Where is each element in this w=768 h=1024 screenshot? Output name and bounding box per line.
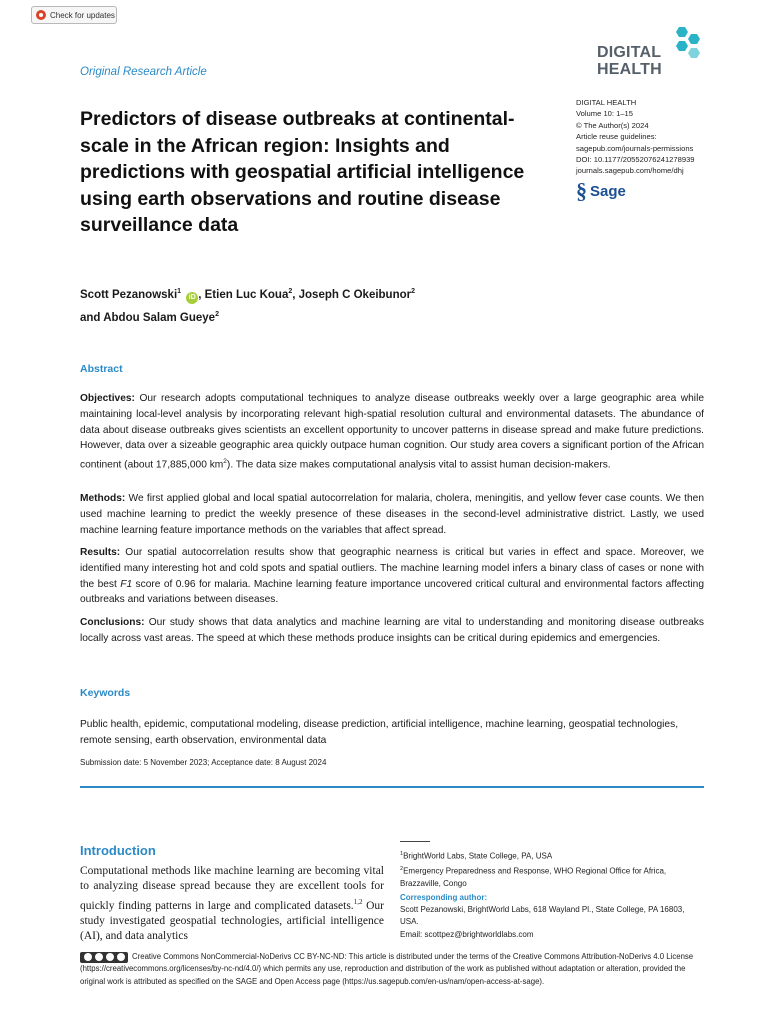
author-name: Joseph C Okeibunor	[298, 288, 412, 301]
author-list: Scott Pezanowski$^1$ iD , Etien Luc Koua$^2$, Joseph C Okeibunor$^2$ and Abdou Salam Gueye$^2$	[80, 288, 416, 324]
corresponding-author-address: Scott Pezanowski, BrightWorld Labs, 618 Wayland Pl., State College, PA 16803, USA.	[400, 904, 685, 927]
journal-name: DIGITAL HEALTH	[576, 98, 637, 107]
permissions-link[interactable]: sagepub.com/journals-permissions	[576, 143, 694, 153]
keywords-list: Public health, epidemic, computational modeling, disease prediction, artificial intelligence, machine learning, geospatial technologies, remote sensing, earth observation, environmental data	[80, 719, 679, 746]
sage-s-icon: §	[576, 178, 587, 203]
doi-link[interactable]: DOI: 10.1177/20552076241278939	[576, 155, 695, 165]
keywords-heading: Keywords	[80, 687, 131, 699]
abstract-methods: Methods: We first applied global and local spatial autocorrelation for malaria, cholera, meningitis, and yellow fever case counts. We then used machine learning to predict the weekly presence of these diseases in the second-level administrative district. Lastly, we used machine learning feature importance methods on the variables that affect spread.	[80, 493, 704, 536]
abstract-results: Results: Our spatial autocorrelation results show that geographic nearness is critical but varies in effect and space. Moreover, we identified many interesting hot and cold spots and spatial outliers. The machine learning model infers a binary class of cases or none with the best F1 score of 0.96 for malaria. Machine learning feature importance uncovered critical cultural and environmental factors affecting outbreaks and variations between diseases.	[80, 547, 704, 606]
journal-home-link[interactable]: journals.sagepub.com/home/dhj	[576, 166, 684, 176]
license-notice: Creative Commons NonCommercial-NoDerivs CC BY-NC-ND: This article is distributed under the terms of the Creative Commons Attribution-NoDerivs 4.0 License (https://creativecommons.org/licenses/by-nc-nd/4.0/) which permits any use, reproduction and distribution of the work as published without adaptation or alteration, provided the original work is attributed as specified on the SAGE and Open Access page (https://us.sagepub.com/en-us/nam/open-access-at-sage).	[80, 952, 694, 986]
check-for-updates-label: Check for updates	[50, 10, 115, 20]
abstract-objectives: Objectives: Our research adopts computational techniques to analyze disease outbreaks weekly over a large geographic area while maintaining local-level analysis by incorporating relevant high-spatial resolution cultural and environmental datasets. The abundance of data about disease outbreaks gives scientists an excellent opportunity to uncover patterns in disease spread and make future predictions. However, data over a sizeable geographic area quickly outpace human cognition. Our study area covers a significant portion of the African continent (about 17,885,000 $km^2$). The data size makes computational analysis vital to assist human decision-makers.	[80, 393, 704, 471]
introduction-text: Computational methods like machine learning are becoming vital to analyzing disease spread because they are excellent tools for quickly finding patterns in large and complicated datasets.$^{1,2}$ Our study investigated geospatial technologies, artificial intelligence (AI), and data analytics	[80, 865, 385, 943]
affiliation-2: $^2$Emergency Preparedness and Response, WHO Regional Office for Africa, Brazzaville, Congo	[400, 866, 667, 889]
cc-license-icon[interactable]	[80, 952, 128, 963]
author-name: Etien Luc Koua	[204, 288, 289, 301]
logo-line-1: DIGITAL	[597, 44, 662, 61]
corresponding-author-email[interactable]: Email: scottpez@brightworldlabs.com	[400, 929, 534, 939]
article-title: Predictors of disease outbreaks at continental-scale in the African region: Insights and predictions with geospatial artificial intelligence using earth observations and routine disease surveillance data	[80, 108, 525, 236]
footnote-divider	[400, 841, 430, 842]
hexagon-logo-icon	[667, 26, 705, 60]
submission-dates: Submission date: 5 November 2023; Acceptance date: 8 August 2024	[80, 758, 327, 767]
introduction-heading: Introduction	[80, 843, 156, 858]
corresponding-author-label: Corresponding author:	[400, 892, 488, 902]
abstract-conclusions: Conclusions: Our study shows that data analytics and machine learning are vital to understanding and monitoring disease outbreaks locally across vast areas. The speed at which these methods produce insights can be critical during epidemics and emergencies.	[80, 617, 704, 644]
affiliations	[400, 848, 705, 941]
affiliation-1: $^1$BrightWorld Labs, State College, PA, USA	[400, 851, 553, 861]
journal-volume: Volume 10: 1–15	[576, 109, 633, 119]
orcid-icon[interactable]: iD	[186, 292, 198, 304]
journal-copyright: © The Author(s) 2024	[576, 120, 649, 130]
check-for-updates-button[interactable]	[31, 6, 117, 24]
reuse-guidelines-label: Article reuse guidelines:	[576, 132, 657, 142]
publisher-logo	[576, 178, 626, 203]
publisher-name: Sage	[590, 182, 626, 200]
author-name: Scott Pezanowski	[80, 288, 178, 301]
abstract-heading: Abstract	[80, 363, 123, 375]
journal-logo	[597, 26, 707, 82]
author-name: Abdou Salam Gueye	[103, 311, 216, 324]
crossmark-icon	[36, 10, 46, 20]
logo-line-2: HEALTH	[597, 61, 662, 78]
section-divider	[80, 786, 704, 788]
journal-info	[576, 97, 736, 177]
article-type: Original Research Article	[80, 66, 207, 78]
